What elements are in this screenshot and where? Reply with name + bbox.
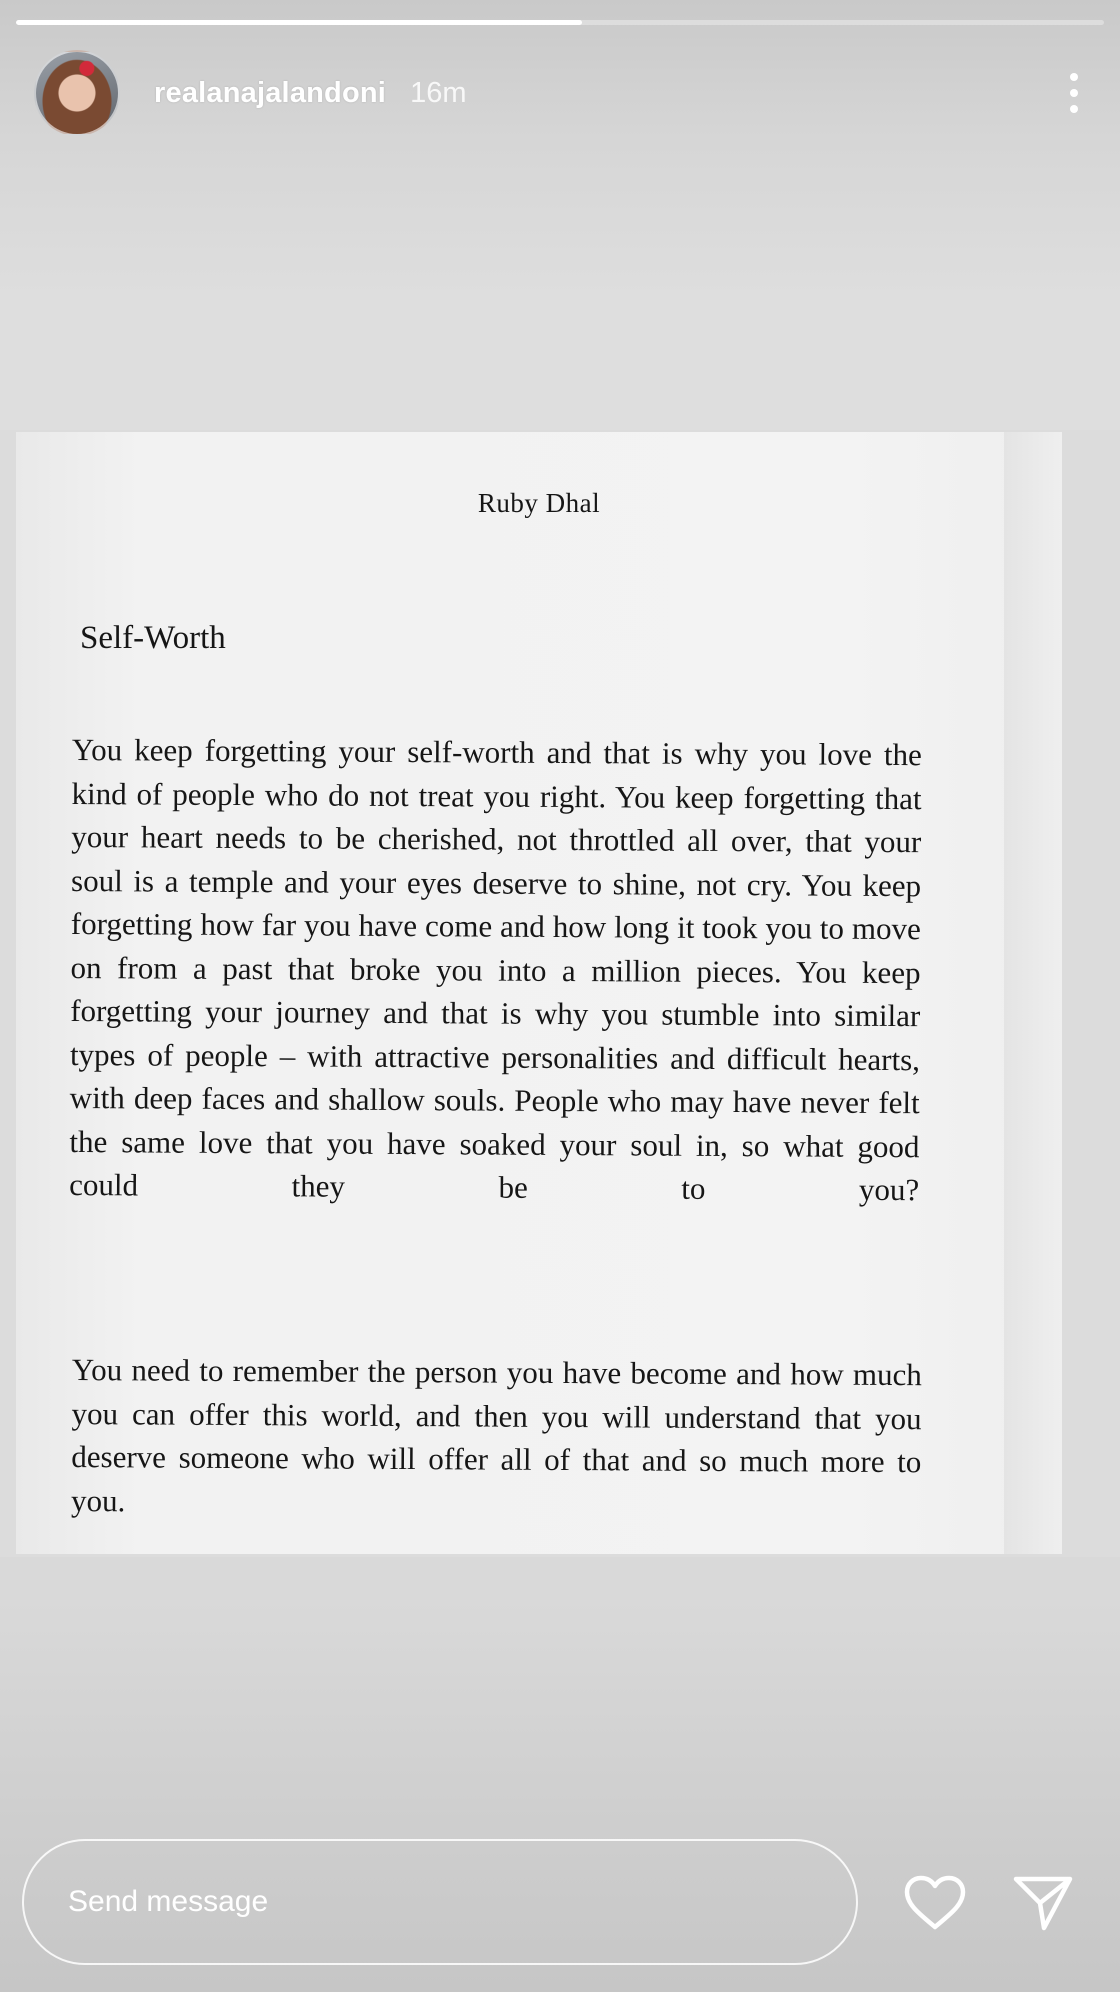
page-edge bbox=[1004, 432, 1062, 1554]
heart-icon bbox=[904, 1875, 966, 1931]
timestamp: 16m bbox=[410, 76, 467, 109]
book-paragraph: You need to remember the person you have become and how much you can offer this world, and then you will understand that you deserve someone who will offer all of that and so much more to you. bbox=[70, 1352, 922, 1518]
story-progress-bar bbox=[16, 20, 1104, 25]
send-direct-button[interactable] bbox=[1011, 1871, 1075, 1935]
send-icon bbox=[1013, 1875, 1073, 1931]
book-author: Ruby Dhal bbox=[477, 488, 601, 518]
story-progress-fill bbox=[16, 20, 582, 25]
avatar[interactable] bbox=[34, 50, 120, 136]
book-chapter-title: Self-Worth bbox=[80, 620, 226, 656]
more-options-button[interactable] bbox=[1054, 63, 1094, 123]
more-options-icon bbox=[1070, 73, 1078, 81]
like-button[interactable] bbox=[903, 1871, 967, 1935]
story-media[interactable] bbox=[0, 430, 1120, 1557]
book-page-photo bbox=[16, 432, 1062, 1554]
story-header bbox=[34, 50, 1094, 136]
more-options-icon-dot bbox=[1070, 89, 1078, 97]
more-options-icon-dot bbox=[1070, 105, 1078, 113]
send-message-input[interactable] bbox=[22, 1839, 858, 1965]
book-paragraph: You keep forgetting your self-worth and that is why you love the kind of people who do not treat you right. You keep forgetting that your heart needs to be cherished, not throttled all over, that your soul is a temple and your eyes deserve to shine, not cry. You keep forgetting how far you have come and how long it took you to move on from a past that broke you into a million pieces. You keep forgetting your journey and that is why you stumble into similar types of people – with attractive personalities and difficult hearts, with deep faces and shallow souls. People who may have never felt the same love that you have soaked your soul in, so what good could they be to you? bbox=[69, 731, 922, 1208]
username[interactable]: realanajalandoni bbox=[154, 76, 387, 109]
